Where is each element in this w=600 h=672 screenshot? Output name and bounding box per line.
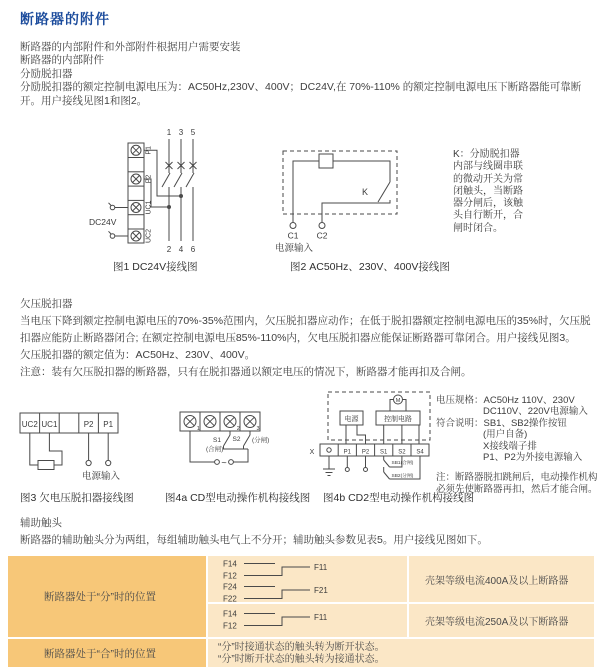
note-line: K：分励脱扣器 bbox=[453, 149, 520, 160]
notice-line: 注意：装有欠压脱扣器的断路器，只有在脱扣器通以额定电压的情况下，断路器才能再扣及合闸。 bbox=[20, 366, 472, 378]
open-label: (分闸) bbox=[252, 437, 270, 444]
note-line: 器分闸后，该触 bbox=[453, 198, 523, 210]
phase-number: 2 bbox=[166, 245, 172, 254]
fig2-caption: 图2 AC50Hz、230V、400V接线图 bbox=[290, 261, 450, 273]
terminal-label: P1 bbox=[145, 146, 153, 155]
motor-label: M bbox=[395, 398, 401, 404]
intro-line: 断路器的内部附件和外部附件根据用户需要安装 bbox=[20, 41, 241, 53]
phase-lines bbox=[162, 139, 197, 241]
ground-terminal bbox=[327, 448, 331, 452]
spec-line: P1、P2为外接电源输入 bbox=[483, 452, 583, 464]
external-leads bbox=[345, 456, 367, 472]
fig1-caption: 图1 DC24V接线图 bbox=[113, 261, 198, 273]
fig3-caption: 图3 欠电压脱扣器接线图 bbox=[20, 492, 134, 504]
spec-notes bbox=[436, 395, 600, 495]
contact-symbol bbox=[220, 581, 370, 604]
terminal-label: UC2 bbox=[145, 228, 153, 244]
terminal-label: S1 bbox=[380, 449, 388, 456]
sb1-label: SB1(合闸) bbox=[391, 461, 414, 466]
power-input-label: 电源输入 bbox=[275, 243, 314, 254]
terminal-label: UC2 bbox=[21, 420, 38, 429]
terminal-label: S4 bbox=[416, 449, 424, 456]
spec-line: 符合说明：SB1、SB2操作按钮 bbox=[436, 417, 567, 429]
contact-top-label: F14 bbox=[223, 559, 237, 569]
rated-values-line: 欠压脱扣器的额定值为：AC50Hz、230V、400V。 bbox=[20, 349, 256, 361]
contact-common-label: F11 bbox=[314, 613, 328, 622]
contact-bottom-label: F22 bbox=[223, 594, 237, 604]
fig4b-cd2-operator-diagram bbox=[300, 388, 440, 488]
intro-line: 断路器的内部附件 bbox=[20, 54, 104, 67]
s1-label: S1 bbox=[213, 437, 221, 444]
s2-label: S2 bbox=[232, 436, 241, 443]
note-line: 头自行断开，合 bbox=[453, 210, 523, 222]
terminal-number: 2 bbox=[236, 426, 240, 432]
terminal-block bbox=[128, 143, 144, 243]
ac-tilde: ~ bbox=[221, 457, 227, 468]
release-outline bbox=[283, 151, 397, 214]
spec-line: 电压规格：AC50Hz 110V、230V bbox=[436, 395, 575, 406]
contact-bottom-label: F12 bbox=[223, 621, 237, 631]
note-line: 闸时闭合。 bbox=[453, 222, 503, 234]
terminal-label: P1 bbox=[343, 449, 351, 456]
close-label: (合闸) bbox=[206, 446, 224, 453]
terminal-label: UC1 bbox=[145, 200, 153, 215]
control-box-label: 控制电路 bbox=[384, 415, 412, 423]
dc24v-label: DC24V bbox=[89, 217, 117, 227]
terminal-label: S2 bbox=[398, 449, 406, 456]
terminal-label: P2 bbox=[361, 449, 370, 456]
undervoltage-section bbox=[20, 296, 596, 381]
x-terminal-label: X bbox=[309, 449, 315, 456]
table-desc-250a: 壳架等级电流250A及以下断路器 bbox=[409, 604, 594, 637]
sb2-label: SB2(分闸) bbox=[391, 474, 414, 479]
terminal-label: P1 bbox=[103, 420, 114, 429]
spec-line: DC110V、220V电源输入 bbox=[483, 406, 588, 418]
contact-common-label: F11 bbox=[314, 563, 328, 572]
coil-circuit bbox=[290, 154, 390, 229]
aux-contact-section bbox=[20, 515, 596, 549]
contact-symbol bbox=[220, 558, 370, 581]
phase-number: 4 bbox=[178, 245, 184, 254]
note-line: 闭触头，当断路 bbox=[453, 185, 523, 197]
close-desc-line: “分”时接通状态的触头转为断开状态。 bbox=[218, 642, 385, 653]
contact-top-label: F14 bbox=[223, 609, 237, 619]
table-row-open-label: 断路器处于“分”时的位置 bbox=[8, 556, 206, 637]
fig4b-caption: 图4b CD2型电动操作机构接线图 bbox=[323, 492, 475, 504]
fig4a-caption: 图4a CD型电动操作机构接线图 bbox=[165, 492, 311, 504]
note-line: 的微动开关为常 bbox=[453, 173, 523, 185]
section-paragraph: 当电压下降到额定控制电源电压的70%-35%范围内，欠压脱扣器应动作；在低于脱扣器额定控制电源电压的35%时，欠压脱扣器应能防止断路器闭合; 在额定控制电源电压85%-110%内，欠电压脱扣器应能保证断路器可靠闭合。用户接线见图3。 bbox=[20, 315, 591, 344]
spec-note-line: 必须先使断路器再扣，然后才能合闸。 bbox=[436, 483, 598, 495]
fig3-undervoltage-diagram bbox=[16, 406, 151, 486]
section-heading: 辅助触头 bbox=[20, 517, 62, 529]
intro-paragraph bbox=[20, 41, 596, 108]
table-close-description bbox=[208, 639, 594, 667]
power-input-label: 电源输入 bbox=[82, 471, 121, 482]
contact-symbol bbox=[220, 608, 370, 631]
section-heading: 欠压脱扣器 bbox=[20, 298, 73, 310]
contact-common-label: F21 bbox=[314, 586, 328, 595]
contact-diagrams-400a bbox=[208, 556, 407, 602]
page-title: 断路器的附件 bbox=[20, 11, 110, 27]
spec-line: X接线端子排 bbox=[483, 440, 537, 452]
phase-number: 5 bbox=[190, 128, 196, 137]
contact-top-label: F24 bbox=[223, 582, 237, 592]
internal-wires bbox=[346, 425, 419, 444]
fig1-dc24v-wiring-diagram bbox=[88, 126, 256, 258]
fig2-ac-wiring-diagram bbox=[262, 146, 437, 258]
table-desc-400a: 壳架等级电流400A及以上断路器 bbox=[409, 556, 594, 602]
c2-label: C2 bbox=[316, 230, 328, 241]
spec-note-line: 注：断路器脱扣跳闸后，电动操作机构 bbox=[436, 472, 598, 484]
close-desc-line: “分”时断开状态的触头转为接通状态。 bbox=[218, 654, 385, 665]
note-line: 内部与线圈串联 bbox=[453, 161, 523, 173]
terminal-label: P2 bbox=[145, 174, 153, 184]
aux-contact-table bbox=[8, 556, 594, 667]
phase-number: 6 bbox=[190, 245, 196, 254]
k-switch-label: K bbox=[361, 187, 368, 197]
intro-line: 分励脱扣器 bbox=[20, 67, 73, 80]
c1-label: C1 bbox=[287, 230, 299, 241]
phase-number: 3 bbox=[178, 128, 184, 137]
fig4a-cd-operator-diagram bbox=[170, 406, 305, 486]
terminal-number: 1 bbox=[196, 426, 200, 432]
section-paragraph: 断路器的辅助触头分为两组，每组辅助触头电气上不分开；辅助触头参数见表5。用户接线见图如下。 bbox=[20, 534, 488, 546]
table-row-close-label: 断路器处于“合”时的位置 bbox=[8, 639, 206, 667]
power-box-label: 电源 bbox=[344, 415, 359, 423]
spec-line: (用户自备) bbox=[483, 429, 528, 441]
terminal-number: 3 bbox=[256, 426, 260, 432]
ground-symbol bbox=[323, 456, 335, 476]
terminal-label: P2 bbox=[83, 420, 94, 429]
k-switch-note bbox=[453, 149, 563, 235]
contact-diagram-250a bbox=[208, 604, 407, 637]
contact-bottom-label: F12 bbox=[223, 571, 237, 581]
terminal-label: UC1 bbox=[41, 420, 58, 429]
intro-line: 分励脱扣器的额定控制电源电压为：AC50Hz,230V、400V；DC24V,在 70%-110% 的额定控制电源电压下断路器能可靠断开。用户接线见图1和图2。 bbox=[20, 81, 582, 107]
phase-number: 1 bbox=[166, 128, 172, 137]
